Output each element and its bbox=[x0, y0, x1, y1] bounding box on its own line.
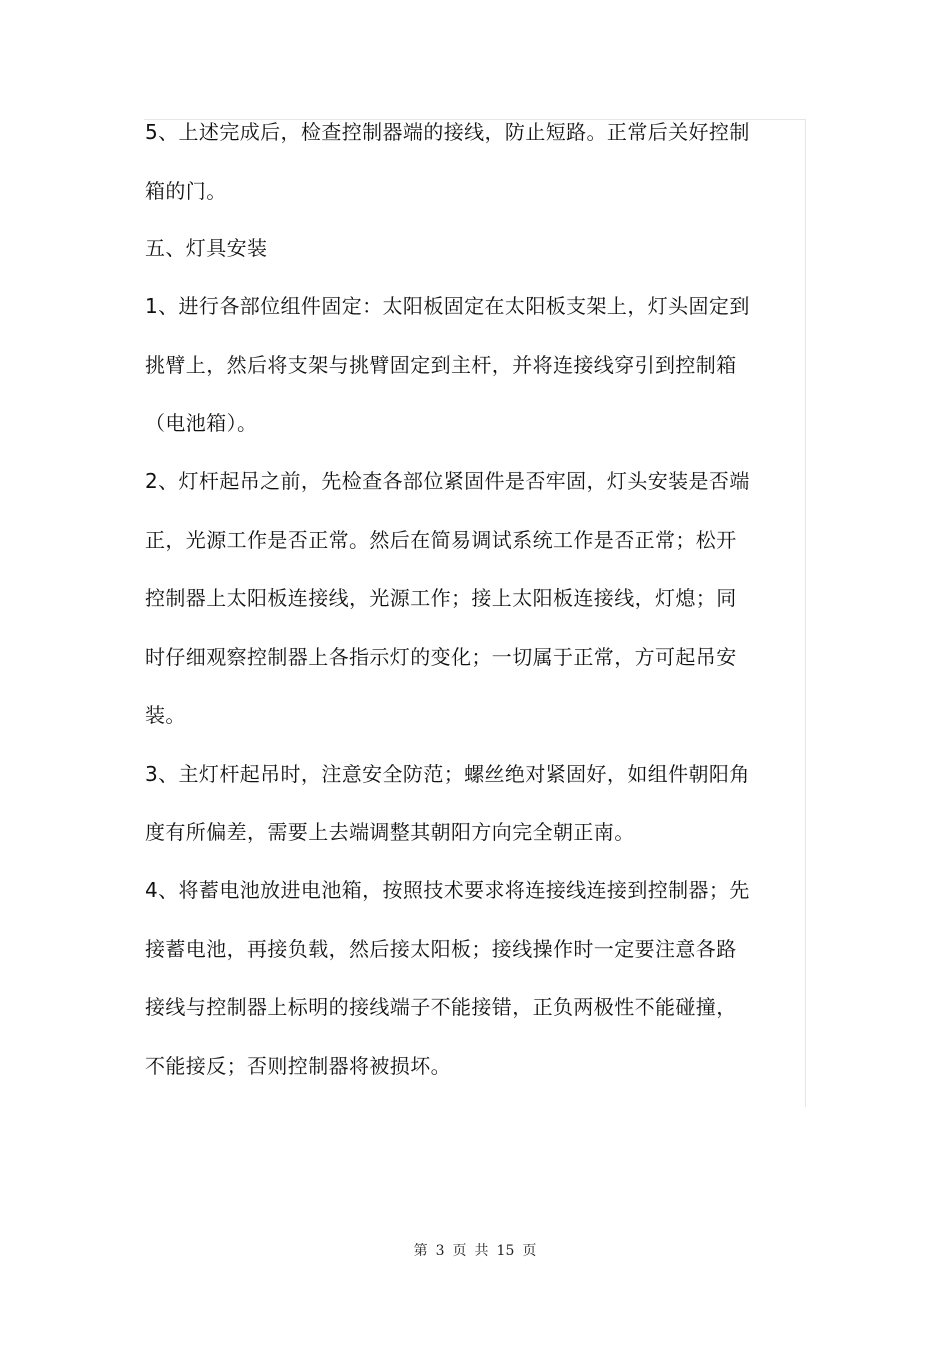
section-heading: 五、灯具安装 bbox=[145, 236, 268, 260]
text-line: 1、进行各部位组件固定：太阳板固定在太阳板支架上，灯头固定到 bbox=[145, 294, 750, 318]
footer-total-word: 共 bbox=[474, 1243, 489, 1259]
text-line: （电池箱）。 bbox=[145, 411, 258, 435]
text-line: 接蓄电池，再接负载，然后接太阳板；接线操作时一定要注意各路 bbox=[145, 937, 737, 961]
footer-total-pages: 15 bbox=[496, 1243, 515, 1259]
footer-page-word: 页 bbox=[452, 1243, 467, 1259]
text-line: 3、主灯杆起吊时，注意安全防范；螺丝绝对紧固好，如组件朝阳角 bbox=[145, 762, 750, 786]
text-line: 时仔细观察控制器上各指示灯的变化；一切属于正常，方可起吊安 bbox=[145, 645, 737, 669]
text-line: 不能接反；否则控制器将被损坏。 bbox=[145, 1054, 451, 1078]
text-line: 接线与控制器上标明的接线端子不能接错，正负两极性不能碰撞， bbox=[145, 995, 737, 1019]
text-line: 度有所偏差，需要上去端调整其朝阳方向完全朝正南。 bbox=[145, 820, 635, 844]
page-number-footer bbox=[0, 1242, 950, 1260]
text-line: 箱的门。 bbox=[145, 179, 227, 203]
text-line: 5、上述完成后，检查控制器端的接线，防止短路。正常后关好控制 bbox=[145, 120, 750, 144]
text-line: 正，光源工作是否正常。然后在简易调试系统工作是否正常；松开 bbox=[145, 528, 737, 552]
footer-suffix: 页 bbox=[522, 1243, 537, 1259]
footer-current-page: 3 bbox=[435, 1243, 445, 1259]
text-line: 挑臂上，然后将支架与挑臂固定到主杆，并将连接线穿引到控制箱 bbox=[145, 353, 737, 377]
text-line: 控制器上太阳板连接线，光源工作；接上太阳板连接线，灯熄；同 bbox=[145, 586, 737, 610]
text-line: 2、灯杆起吊之前，先检查各部位紧固件是否牢固，灯头安装是否端 bbox=[145, 469, 750, 493]
text-line: 4、将蓄电池放进电池箱，按照技术要求将连接线连接到控制器；先 bbox=[145, 878, 750, 902]
footer-prefix: 第 bbox=[413, 1243, 428, 1259]
text-line: 装。 bbox=[145, 703, 186, 727]
